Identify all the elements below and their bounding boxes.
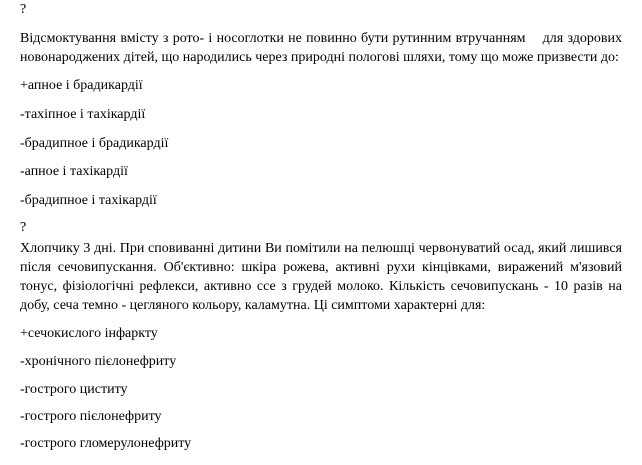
- answer-option: -апное і тахікардії: [20, 164, 128, 179]
- question-text: Відсмоктування вмісту з рото- і носоглотки не повинно бути рутинним втручанням для здорових новонароджених дітей, що народились через природні пологові шляхи, тому що може призвести до:: [20, 31, 626, 65]
- answer-option: -гострого пієлонефриту: [20, 409, 162, 424]
- answer-option: +сечокислого інфаркту: [20, 326, 158, 341]
- question-marker: ?: [20, 220, 27, 235]
- answer-option: -брадипное і тахікардії: [20, 193, 157, 208]
- answer-option: +апное і брадикардії: [20, 78, 143, 93]
- question-text: Хлопчику 3 дні. При сповиванні дитини Ви помітили на пелюшці червонуватий осад, який лишився після сечовипускання. Об'єктивно: шкіра рожева, активні рухи кінцівками, виражений м'язовий тонус, фізіологічні рефлекси, активно ссе з грудей молоко. Кількість сечовипускань - 10 разів на добу, сеча темно - цегляного кольору, каламутна. Ці симптоми характерні для:: [20, 241, 622, 313]
- answer-option: -хронічного пієлонефриту: [20, 354, 177, 369]
- answer-option: -брадипное і брадикардії: [20, 136, 169, 151]
- answer-option: -тахіпное і тахікардії: [20, 107, 146, 122]
- answer-option: -гострого гломерулонефриту: [20, 436, 192, 451]
- question-marker: ?: [20, 2, 27, 17]
- answer-option: -гострого циститу: [20, 382, 128, 397]
- document: [20, 0, 626, 453]
